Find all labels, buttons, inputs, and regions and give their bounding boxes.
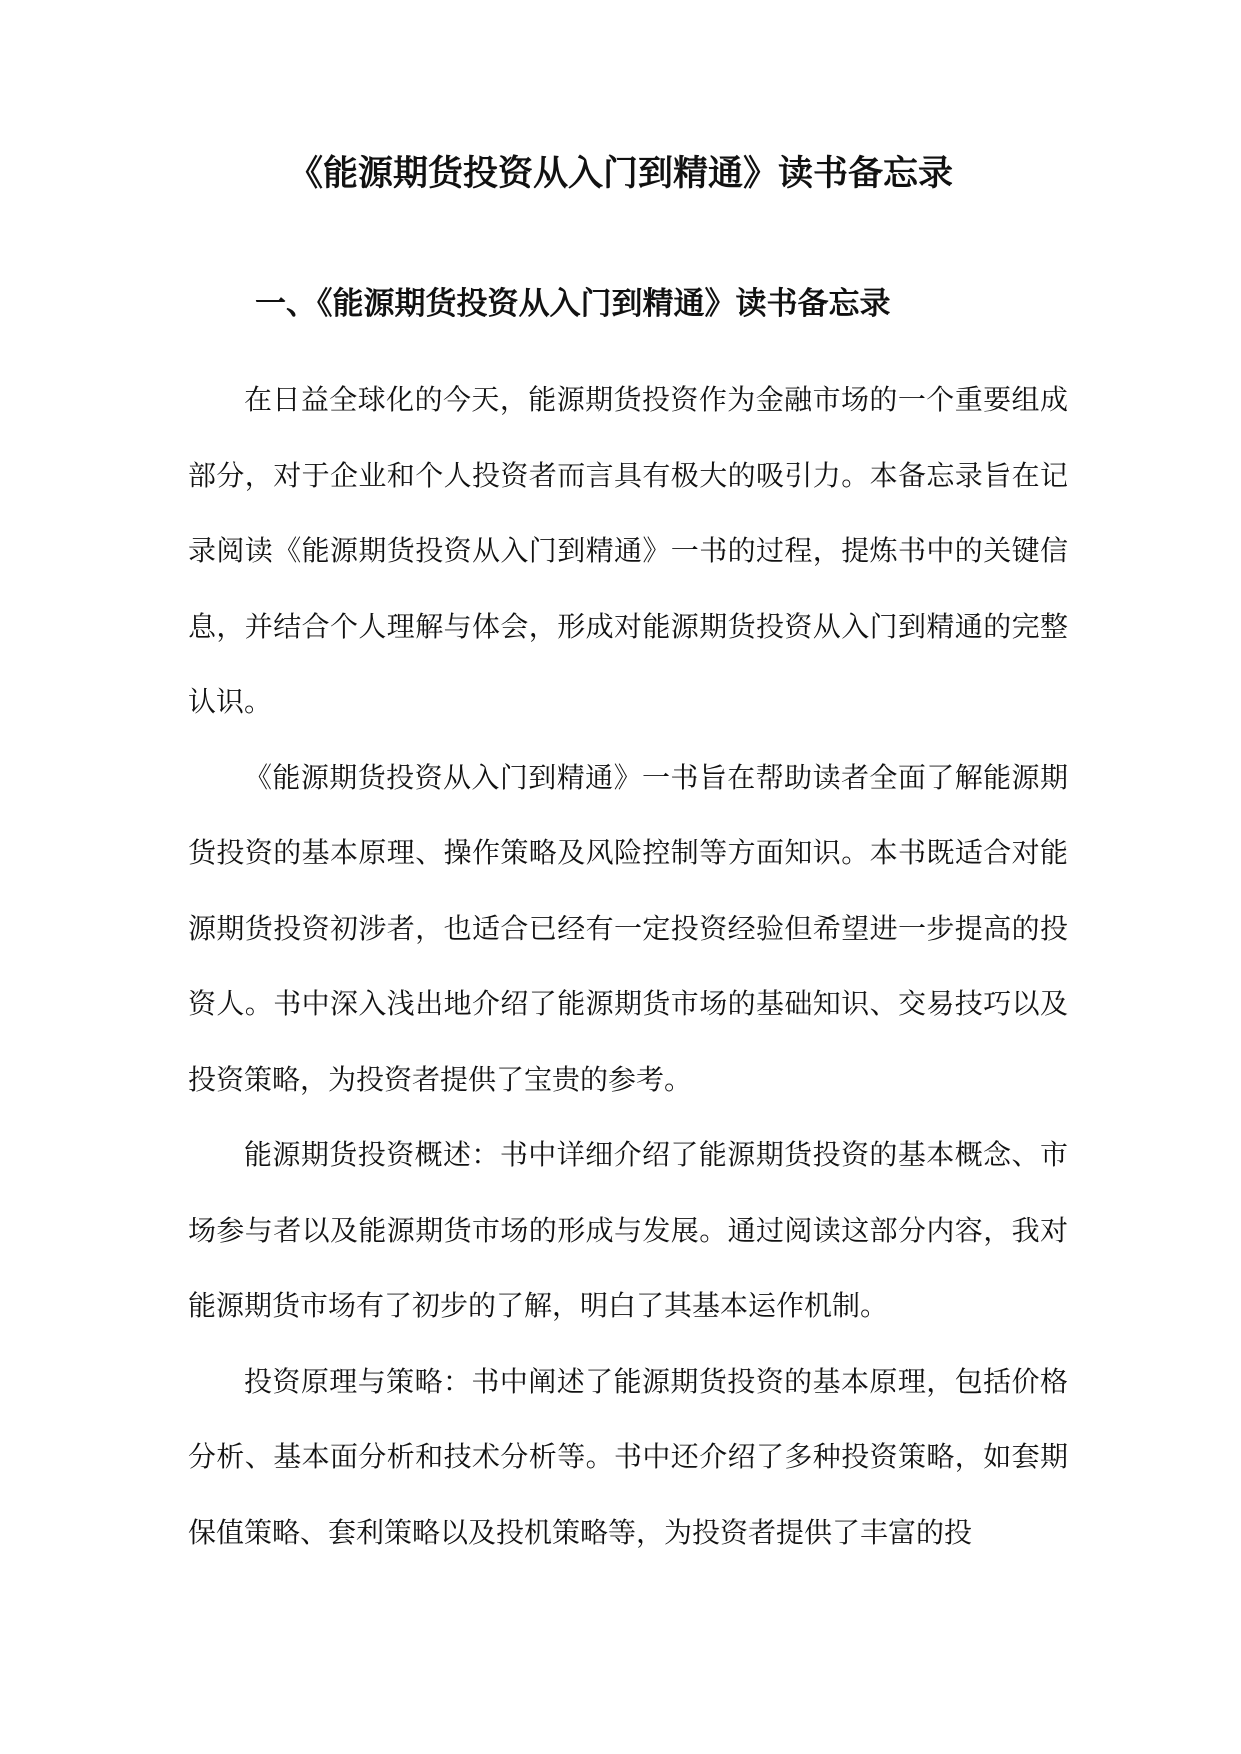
section-heading: 一、《能源期货投资从入门到精通》读书备忘录 [255,286,891,322]
document-title: 《能源期货投资从入门到精通》读书备忘录 [287,154,953,194]
document-body [188,362,1068,1570]
paragraph-book-overview: 《能源期货投资从入门到精通》一书旨在帮助读者全面了解能源期货投资的基本原理、操作策略及风险控制等方面知识。本书既适合对能源期货投资初涉者，也适合已经有一定投资经验但希望进一步提高的投资人。书中深入浅出地介绍了能源期货市场的基础知识、交易技巧以及投资策略，为投资者提供了宝贵的参考。 [188,760,1068,1096]
paragraph-investment-overview: 能源期货投资概述：书中详细介绍了能源期货投资的基本概念、市场参与者以及能源期货市场的形成与发展。通过阅读这部分内容，我对能源期货市场有了初步的了解，明白了其基本运作机制。 [188,1138,1068,1322]
paragraph-principles-strategies: 投资原理与策略：书中阐述了能源期货投资的基本原理，包括价格分析、基本面分析和技术分析等。书中还介绍了多种投资策略，如套期保值策略、套利策略以及投机策略等，为投资者提供了丰富的投 [188,1364,1068,1549]
paragraph-intro: 在日益全球化的今天，能源期货投资作为金融市场的一个重要组成部分，对于企业和个人投资者而言具有极大的吸引力。本备忘录旨在记录阅读《能源期货投资从入门到精通》一书的过程，提炼书中的关键信息，并结合个人理解与体会，形成对能源期货投资从入门到精通的完整认识。 [188,383,1068,718]
